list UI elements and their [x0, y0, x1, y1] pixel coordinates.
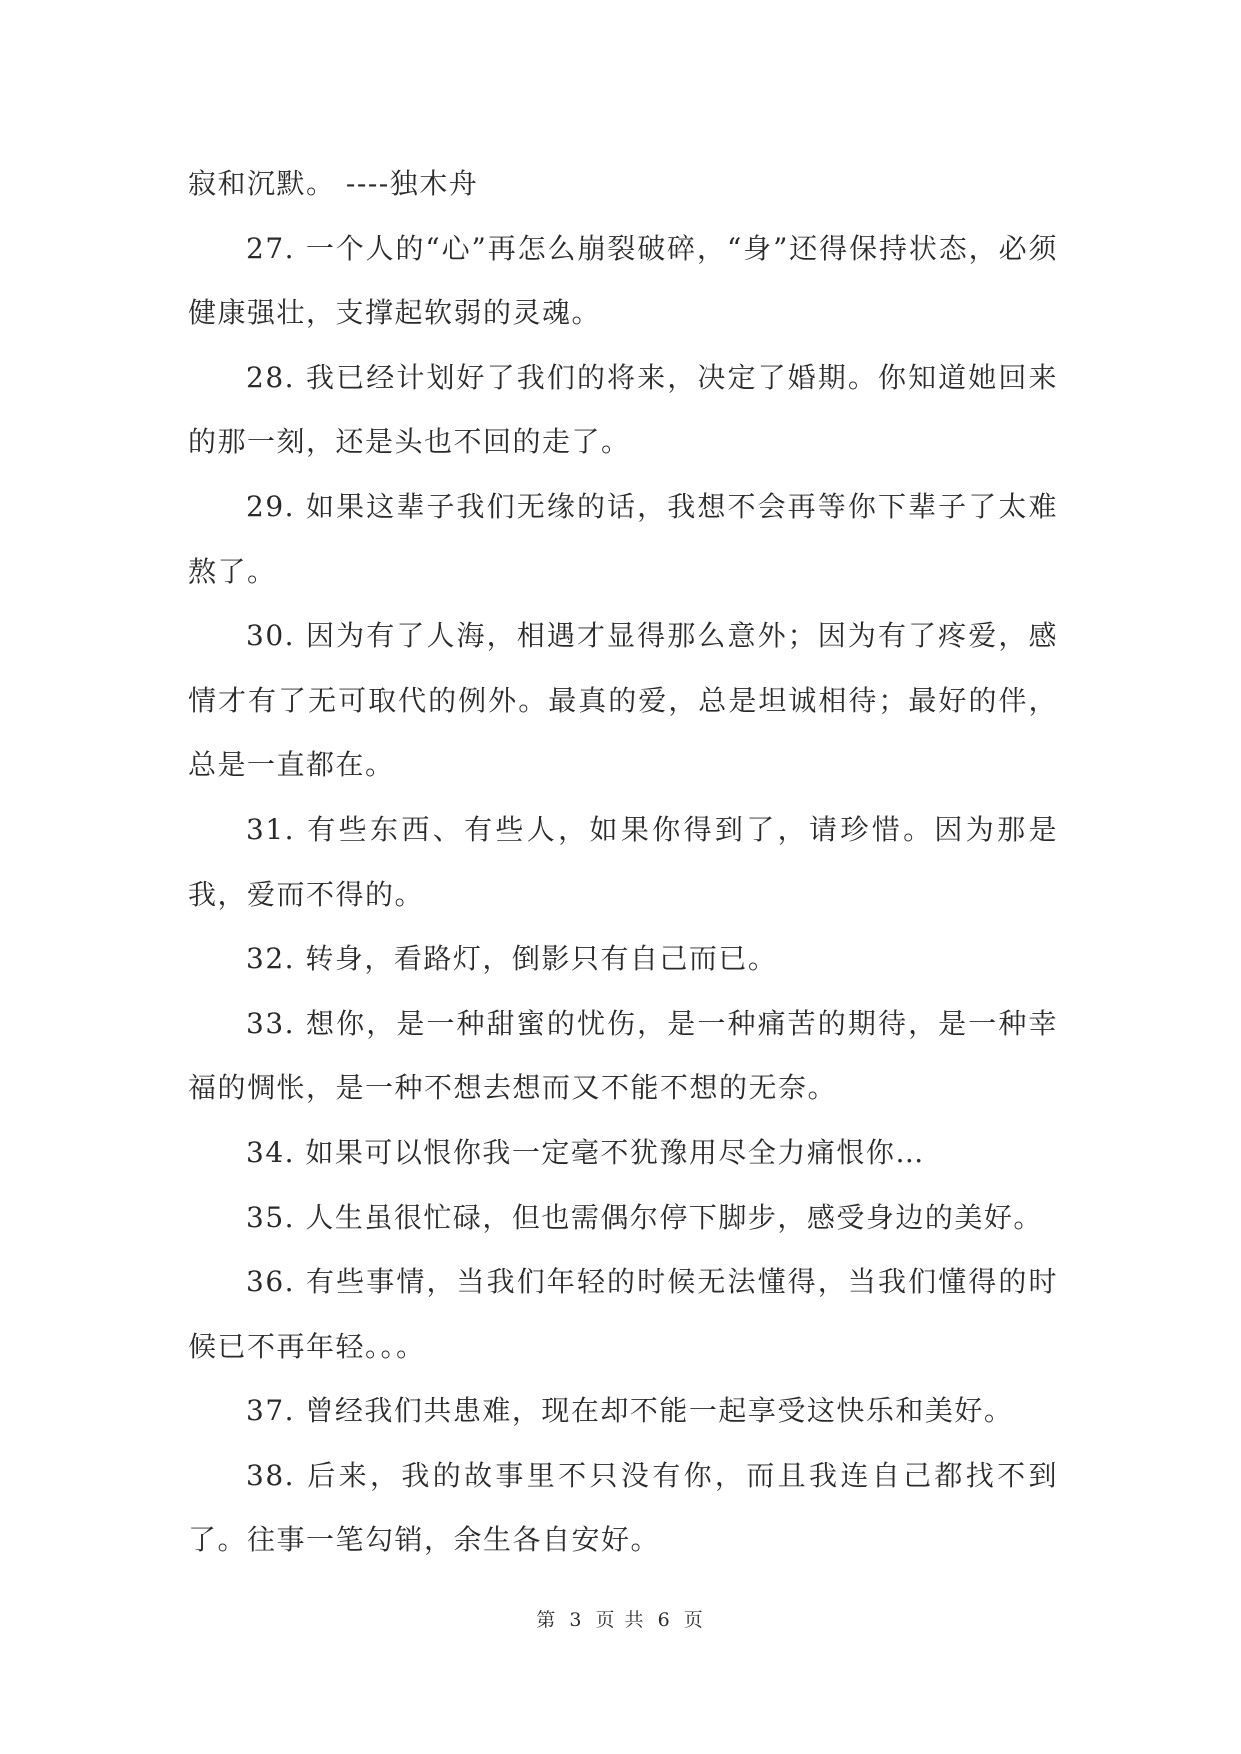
- footer-current-page: 3: [569, 1609, 584, 1631]
- paragraph: 29. 如果这辈子我们无缘的话，我想不会再等你下辈子了太难熬了。: [188, 489, 1058, 588]
- paragraph: 27. 一个人的“心”再怎么崩裂破碎，“身”还得保持状态，必须健康强壮，支撑起软弱的灵魂。: [188, 231, 1058, 330]
- paragraph: 寂和沉默。 ----独木舟: [188, 167, 479, 200]
- footer-suffix: 页: [683, 1609, 705, 1631]
- paragraph: 31. 有些东西、有些人，如果你得到了，请珍惜。因为那是我，爱而不得的。: [188, 812, 1058, 911]
- paragraph: 34. 如果可以恨你我一定毫不犹豫用尽全力痛恨你…: [246, 1135, 925, 1169]
- page-footer: [0, 1605, 1241, 1632]
- document-body: [188, 152, 1058, 1573]
- paragraph: 30. 因为有了人海，相遇才显得那么意外；因为有了疼爱，感情才有了无可取代的例外。最真的爱，总是坦诚相待；最好的伴，总是一直都在。: [188, 619, 1058, 782]
- footer-middle: 页 共: [595, 1609, 646, 1631]
- paragraph: 32. 转身，看路灯，倒影只有自己而已。: [246, 942, 778, 976]
- paragraph: 37. 曾经我们共患难，现在却不能一起享受这快乐和美好。: [246, 1394, 1014, 1428]
- paragraph: 33. 想你，是一种甜蜜的忧伤，是一种痛苦的期待，是一种幸福的惆怅，是一种不想去想而又不能不想的无奈。: [188, 1006, 1058, 1105]
- paragraph: 28. 我已经计划好了我们的将来，决定了婚期。你知道她回来的那一刻，还是头也不回的走了。: [188, 360, 1058, 459]
- paragraph: 36. 有些事情，当我们年轻的时候无法懂得，当我们懂得的时候已不再年轻。。。: [188, 1265, 1058, 1363]
- footer-prefix: 第: [536, 1609, 558, 1631]
- paragraph: 38. 后来，我的故事里不只没有你，而且我连自己都找不到了。往事一笔勾销，余生各自安好。: [188, 1458, 1058, 1557]
- paragraph: 35. 人生虽很忙碌，但也需偶尔停下脚步，感受身边的美好。: [246, 1200, 1043, 1234]
- footer-total-pages: 6: [657, 1609, 672, 1631]
